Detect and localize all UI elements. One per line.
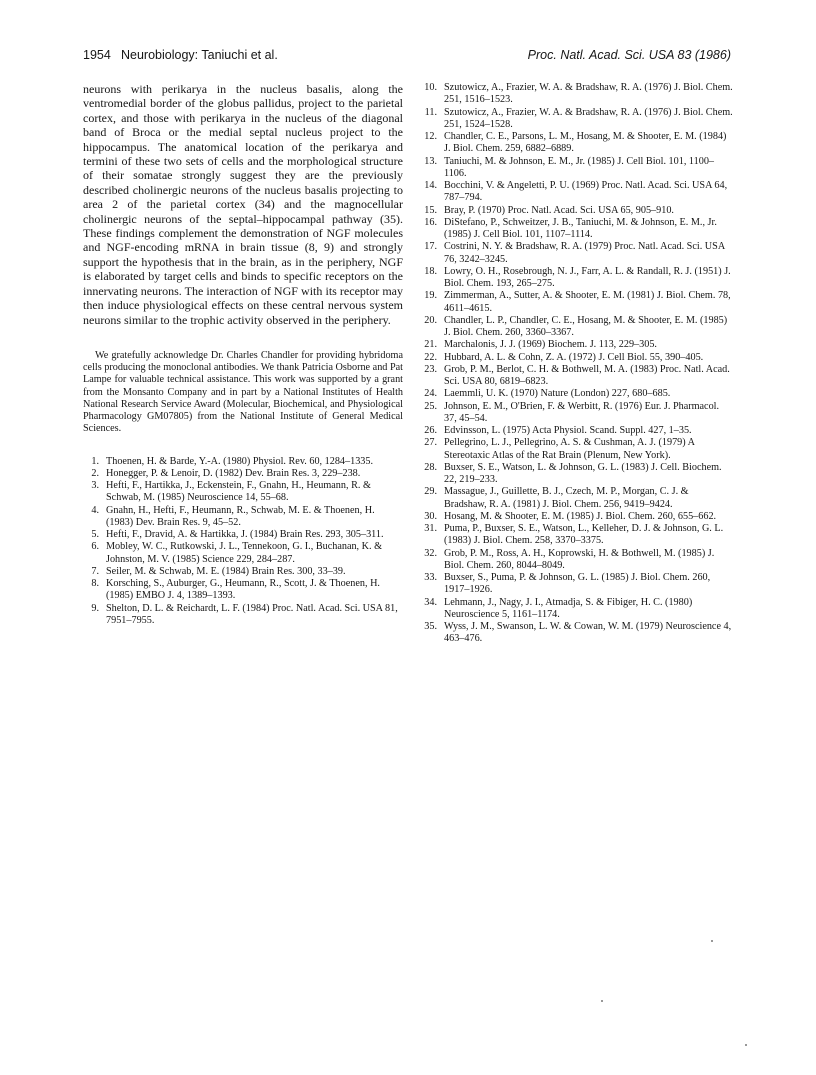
- reference-item: [421, 597, 733, 622]
- reference-text: Hosang, M. & Shooter, E. M. (1985) J. Biol. Chem. 260, 655–662.: [444, 510, 717, 522]
- reference-text: Costrini, N. Y. & Bradshaw, R. A. (1979) Proc. Natl. Acad. Sci. USA 76, 3242–3245.: [444, 241, 725, 265]
- reference-number: 5.: [91, 529, 99, 541]
- reference-text: Puma, P., Buxser, S. E., Watson, L., Kelleher, D. J. & Johnson, G. L. (1983) J. Biol. Chem. 258, 3370–3375.: [444, 523, 724, 547]
- journal-citation: Proc. Natl. Acad. Sci. USA 83 (1986): [527, 48, 731, 62]
- reference-text: Hefti, F., Dravid, A. & Hartikka, J. (1984) Brain Res. 293, 305–311.: [106, 529, 384, 541]
- reference-number: 15.: [424, 204, 437, 216]
- reference-text: DiStefano, P., Schweitzer, J. B., Taniuchi, M. & Johnson, E. M., Jr. (1985) J. Cell Biol. 101, 1107–1114.: [444, 216, 717, 240]
- reference-item: [421, 290, 733, 315]
- reference-item: [421, 107, 733, 132]
- reference-text: Lowry, O. H., Rosebrough, N. J., Farr, A. L. & Randall, R. J. (1951) J. Biol. Chem. 193, 265–275.: [444, 265, 731, 289]
- reference-list-left: [83, 456, 403, 628]
- reference-item: [83, 566, 403, 578]
- reference-text: Seiler, M. & Schwab, M. E. (1984) Brain Res. 300, 33–39.: [106, 565, 346, 577]
- reference-number: 9.: [91, 602, 99, 614]
- reference-number: 22.: [424, 351, 437, 363]
- reference-number: 14.: [424, 180, 437, 191]
- page-header: [83, 48, 731, 66]
- reference-item: [421, 511, 733, 523]
- reference-number: 31.: [424, 523, 437, 534]
- reference-text: Mobley, W. C., Rutkowski, J. L., Tennekoon, G. I., Buchanan, K. & Johnston, M. V. (1985) Science 229, 284–287.: [106, 541, 383, 565]
- reference-text: Shelton, D. L. & Reichardt, L. F. (1984) Proc. Natl. Acad. Sci. USA 81, 7951–7955.: [106, 602, 398, 626]
- reference-number: 10.: [424, 82, 437, 93]
- reference-number: 1.: [91, 455, 99, 467]
- reference-text: Korsching, S., Auburger, G., Heumann, R., Scott, J. & Thoenen, H. (1985) EMBO J. 4, 1389–1393.: [106, 578, 380, 602]
- reference-list-right: [421, 82, 733, 646]
- reference-number: 18.: [424, 265, 437, 277]
- reference-item: [83, 468, 403, 480]
- reference-item: [421, 266, 733, 291]
- reference-item: [421, 388, 733, 400]
- reference-text: Johnson, E. M., O'Brien, F. & Werbitt, R. (1976) Eur. J. Pharmacol. 37, 45–54.: [444, 400, 720, 424]
- reference-text: Buxser, S., Puma, P. & Johnson, G. L. (1985) J. Biol. Chem. 260, 1917–1926.: [444, 572, 711, 596]
- reference-item: [83, 456, 403, 468]
- reference-text: Edvinsson, L. (1975) Acta Physiol. Scand. Suppl. 427, 1–35.: [444, 425, 692, 436]
- reference-text: Gnahn, H., Hefti, F., Heumann, R., Schwab, M. E. & Thoenen, H. (1983) Dev. Brain Res. 9, 45–52.: [106, 504, 375, 528]
- reference-number: 33.: [424, 572, 437, 583]
- reference-text: Szutowicz, A., Frazier, W. A. & Bradshaw, R. A. (1976) J. Biol. Chem. 251, 1524–1528.: [444, 106, 733, 130]
- reference-item: [421, 437, 733, 462]
- reference-item: [421, 180, 733, 205]
- reference-number: 11.: [424, 106, 437, 118]
- reference-number: 27.: [424, 437, 437, 449]
- reference-text: Grob, P. M., Ross, A. H., Koprowski, H. & Bothwell, M. (1985) J. Biol. Chem. 260, 8044–8049.: [444, 547, 715, 571]
- reference-item: [421, 339, 733, 351]
- scan-speck: [711, 940, 713, 942]
- reference-number: 30.: [424, 510, 437, 522]
- reference-item: [421, 205, 733, 217]
- reference-item: [83, 578, 403, 603]
- reference-item: [83, 480, 403, 505]
- reference-item: [421, 315, 733, 340]
- running-head: Neurobiology: Taniuchi et al.: [121, 48, 278, 62]
- reference-text: Hubbard, A. L. & Cohn, Z. A. (1972) J. Cell Biol. 55, 390–405.: [444, 351, 704, 363]
- reference-number: 7.: [91, 565, 99, 577]
- reference-number: 29.: [424, 486, 437, 498]
- reference-number: 26.: [424, 425, 437, 436]
- reference-number: 8.: [91, 578, 99, 590]
- page-number: 1954: [83, 48, 111, 62]
- reference-number: 20.: [424, 314, 437, 326]
- reference-item: [421, 621, 733, 646]
- reference-number: 24.: [424, 388, 437, 400]
- reference-number: 17.: [424, 241, 437, 253]
- reference-text: Grob, P. M., Berlot, C. H. & Bothwell, M. A. (1983) Proc. Natl. Acad. Sci. USA 80, 6819–6823.: [444, 363, 730, 387]
- reference-item: [83, 529, 403, 541]
- reference-item: [421, 572, 733, 597]
- reference-number: 19.: [424, 290, 437, 302]
- reference-text: Zimmerman, A., Sutter, A. & Shooter, E. M. (1981) J. Biol. Chem. 78, 4611–4615.: [444, 290, 731, 314]
- reference-number: 32.: [424, 547, 437, 559]
- reference-text: Lehmann, J., Nagy, J. I., Atmadja, S. & Fibiger, H. C. (1980) Neuroscience 5, 1161–1174.: [444, 596, 693, 620]
- reference-item: [421, 523, 733, 548]
- reference-number: 4.: [91, 504, 99, 516]
- reference-number: 35.: [424, 621, 437, 632]
- reference-item: [421, 364, 733, 389]
- reference-text: Szutowicz, A., Frazier, W. A. & Bradshaw, R. A. (1976) J. Biol. Chem. 251, 1516–1523.: [444, 82, 733, 106]
- scan-speck: [601, 1000, 603, 1002]
- reference-item: [83, 603, 403, 628]
- reference-text: Buxser, S. E., Watson, L. & Johnson, G. L. (1983) J. Cell. Biochem. 22, 219–233.: [444, 461, 722, 485]
- reference-text: Pellegrino, L. J., Pellegrino, A. S. & Cushman, A. J. (1979) A Stereotaxic Atlas of the Rat Brain (Plenum, New York).: [444, 437, 695, 461]
- reference-item: [421, 352, 733, 364]
- reference-item: [421, 548, 733, 573]
- reference-text: Wyss, J. M., Swanson, L. W. & Cowan, W. M. (1979) Neuroscience 4, 463–476.: [444, 621, 732, 645]
- reference-number: 34.: [424, 596, 437, 608]
- reference-item: [83, 541, 403, 566]
- reference-number: 2.: [91, 467, 99, 479]
- reference-number: 28.: [424, 461, 437, 473]
- reference-item: [421, 131, 733, 156]
- reference-text: Laemmli, U. K. (1970) Nature (London) 227, 680–685.: [444, 388, 671, 400]
- reference-text: Massague, J., Guillette, B. J., Czech, M. P., Morgan, C. J. & Bradshaw, R. A. (1981) J. Biol. Chem. 256, 9419–9424.: [444, 486, 689, 510]
- reference-number: 6.: [91, 541, 99, 553]
- reference-text: Taniuchi, M. & Johnson, E. M., Jr. (1985) J. Cell Biol. 101, 1100–1106.: [444, 155, 715, 179]
- reference-number: 12.: [424, 131, 437, 142]
- reference-text: Bocchini, V. & Angeletti, P. U. (1969) Proc. Natl. Acad. Sci. USA 64, 787–794.: [444, 180, 728, 204]
- reference-text: Chandler, C. E., Parsons, L. M., Hosang, M. & Shooter, E. M. (1984) J. Biol. Chem. 259, 6882–6889.: [444, 131, 727, 155]
- reference-item: [421, 217, 733, 242]
- reference-item: [421, 486, 733, 511]
- reference-text: Thoenen, H. & Barde, Y.-A. (1980) Physiol. Rev. 60, 1284–1335.: [106, 455, 374, 467]
- right-column: [421, 82, 733, 646]
- reference-number: 25.: [424, 400, 437, 412]
- reference-item: [421, 462, 733, 487]
- reference-item: [421, 241, 733, 266]
- reference-number: 21.: [424, 339, 437, 351]
- left-column: [83, 82, 403, 627]
- scan-speck: [745, 1044, 747, 1046]
- reference-text: Hefti, F., Hartikka, J., Eckenstein, F., Gnahn, H., Heumann, R. & Schwab, M. (1985) Neuroscience 14, 55–68.: [106, 480, 371, 504]
- reference-item: [421, 82, 733, 107]
- body-paragraph: neurons with perikarya in the nucleus basalis, along the ventromedial border of the globus pallidus, project to the parietal cortex, and those with perikarya in the nucleus of the diagonal band of Broca or the medial septal nucleus project to the hippocampus. The anatomical location of the perikarya and termini of these two sets of cells and the morphological structure of their somatae strongly suggest they are the previously described cholinergic neurons of the nucleus basalis projecting to area 2 of the parietal cortex (34) and the magnocellular cholinergic neurons of the septal–hippocampal pathway (35). These findings complement the demonstration of NGF molecules and NGF-encoding mRNA in brain tissue (8, 9) and strongly support the hypothesis that in the brain, as in the periphery, NGF is elaborated by target cells and binds to specific receptors on the innervating neurons. The interaction of NGF with its receptor may then induce physiological effects on these central nervous system neurons similar to the trophic activity observed in the periphery.: [83, 82, 403, 327]
- reference-number: 23.: [424, 363, 437, 375]
- acknowledgment-paragraph: We gratefully acknowledge Dr. Charles Chandler for providing hybridoma cells producing the monoclonal antibodies. We thank Patricia Osborne and Pat Lampe for valuable technical assistance. This work was supported by a grant from the Monsanto Company and in part by a National Institutes of Health National Research Service Award (Molecular, Biochemical, and Physiological Pharmacology GM07805) from the National Institute of General Medical Sciences.: [83, 349, 403, 435]
- reference-number: 3.: [91, 480, 99, 492]
- reference-item: [421, 425, 733, 437]
- reference-text: Marchalonis, J. J. (1969) Biochem. J. 113, 229–305.: [444, 339, 657, 351]
- reference-number: 16.: [424, 216, 437, 228]
- reference-text: Honegger, P. & Lenoir, D. (1982) Dev. Brain Res. 3, 229–238.: [106, 467, 361, 479]
- reference-text: Bray, P. (1970) Proc. Natl. Acad. Sci. USA 65, 905–910.: [444, 204, 674, 216]
- reference-item: [421, 401, 733, 426]
- reference-number: 13.: [424, 155, 437, 167]
- reference-item: [421, 156, 733, 181]
- reference-text: Chandler, L. P., Chandler, C. E., Hosang, M. & Shooter, E. M. (1985) J. Biol. Chem. 260, 3360–3367.: [444, 314, 728, 338]
- reference-item: [83, 505, 403, 530]
